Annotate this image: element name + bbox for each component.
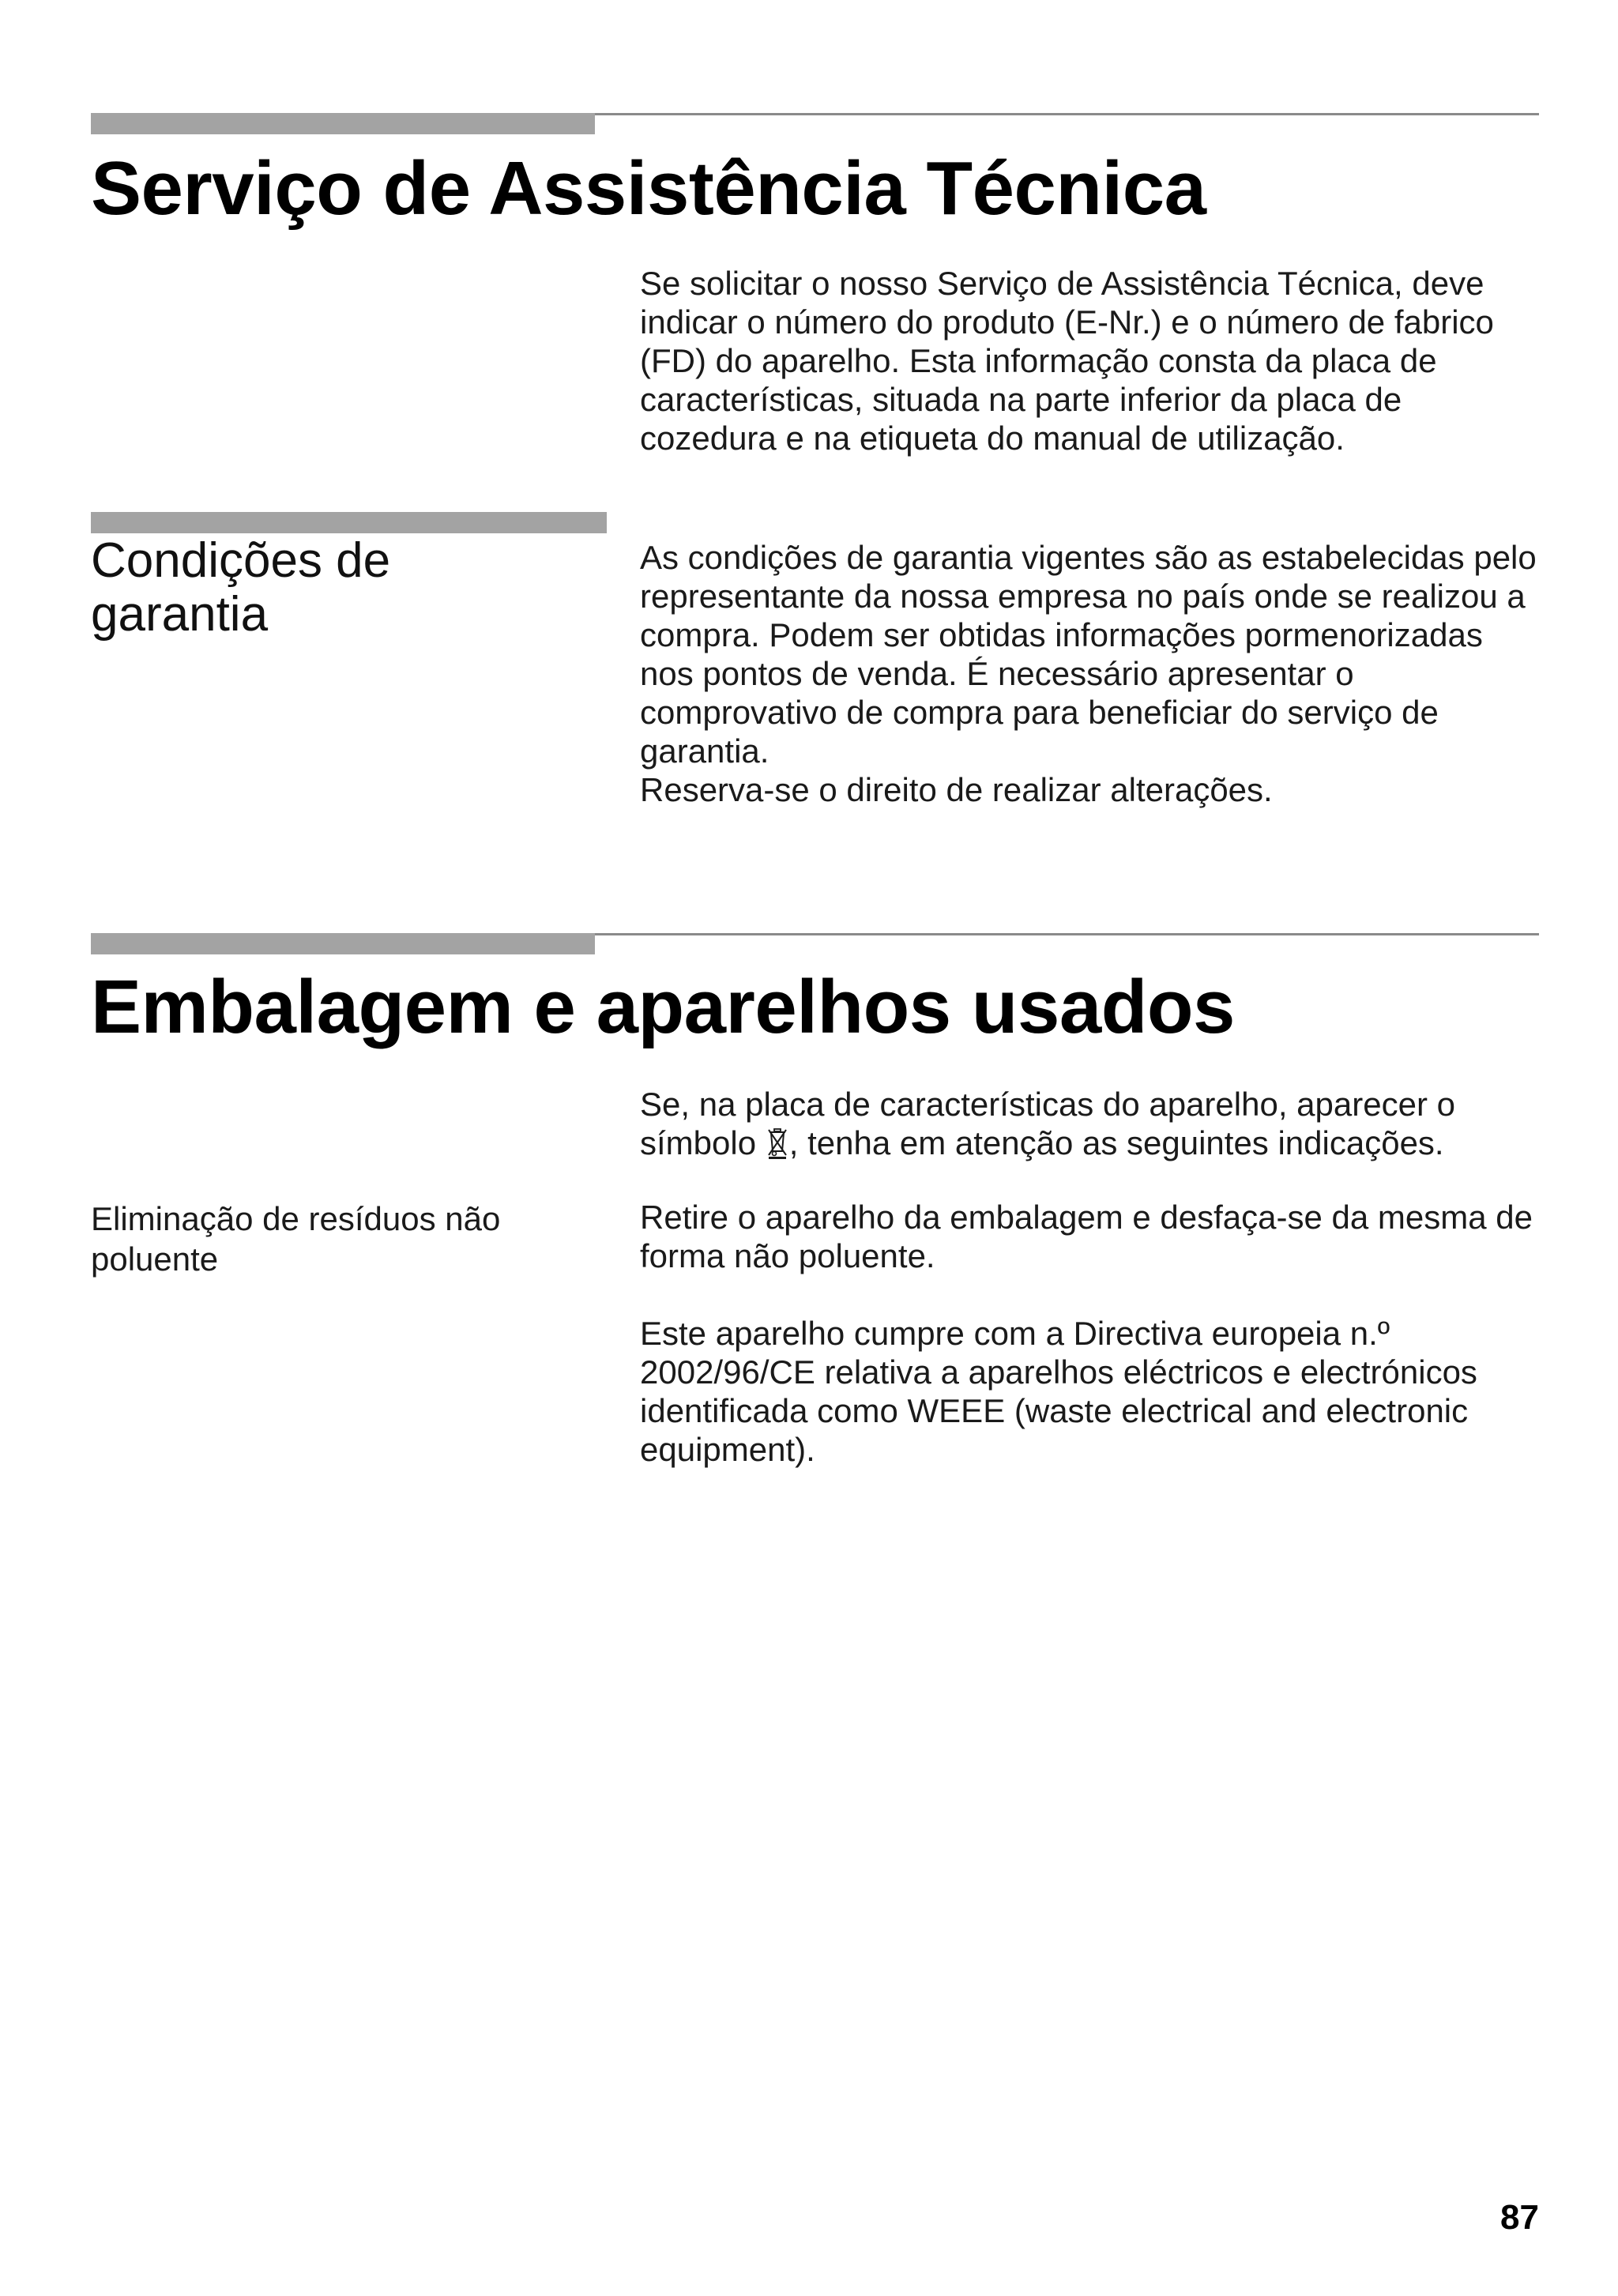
disposal-text: Retire o aparelho da embalagem e desfaça-se da mesma de forma não poluente. (640, 1199, 1533, 1274)
disposal-label: Eliminação de resíduos não poluente (91, 1200, 501, 1278)
warranty-note: Reserva-se o direito de realizar alterações. (640, 771, 1273, 808)
crossed-out-wheeled-bin-icon (767, 1127, 788, 1159)
disposal-body (640, 1198, 1541, 1469)
service-text: Se solicitar o nosso Serviço de Assistência Técnica, deve indicar o número do produto (E-Nr.) e o número de fabrico (FD) do aparelho. Esta informação consta da placa de características, situada na parte inferior da placa de cozedura e na etiqueta do manual de utilização. (640, 265, 1494, 457)
packaging-intro-text (640, 1085, 1541, 1162)
warranty-title: Condições de garantia (91, 533, 391, 642)
section-rule-bar (91, 933, 595, 954)
warranty-text: As condições de garantia vigentes são as estabelecidas pelo representante da nossa empresa no país onde se realizou a compra. Podem ser obtidas informações pormenorizadas nos pontos de venda. É necessário apresentar o comprovativo de compra para beneficiar do serviço de garantia. (640, 539, 1537, 770)
packaging-intro (640, 1085, 1541, 1162)
page-number: 87 (1500, 2198, 1539, 2237)
warranty-body (640, 538, 1541, 809)
service-title: Serviço de Assistência Técnica (91, 146, 1206, 231)
intro-before: Se, na placa de características do aparelho, aparecer o símbolo (640, 1086, 1455, 1161)
directive-text: Este aparelho cumpre com a Directiva europeia n.º 2002/96/CE relativa a aparelhos eléctricos e electrónicos identificada como WEEE (waste electrical and electronic equipment). (640, 1315, 1477, 1468)
intro-after: , tenha em atenção as seguintes indicações. (788, 1124, 1444, 1161)
section-rule-bar (91, 113, 595, 134)
service-body (640, 264, 1541, 457)
packaging-title: Embalagem e aparelhos usados (91, 965, 1235, 1049)
subsection-rule-bar (91, 512, 607, 533)
